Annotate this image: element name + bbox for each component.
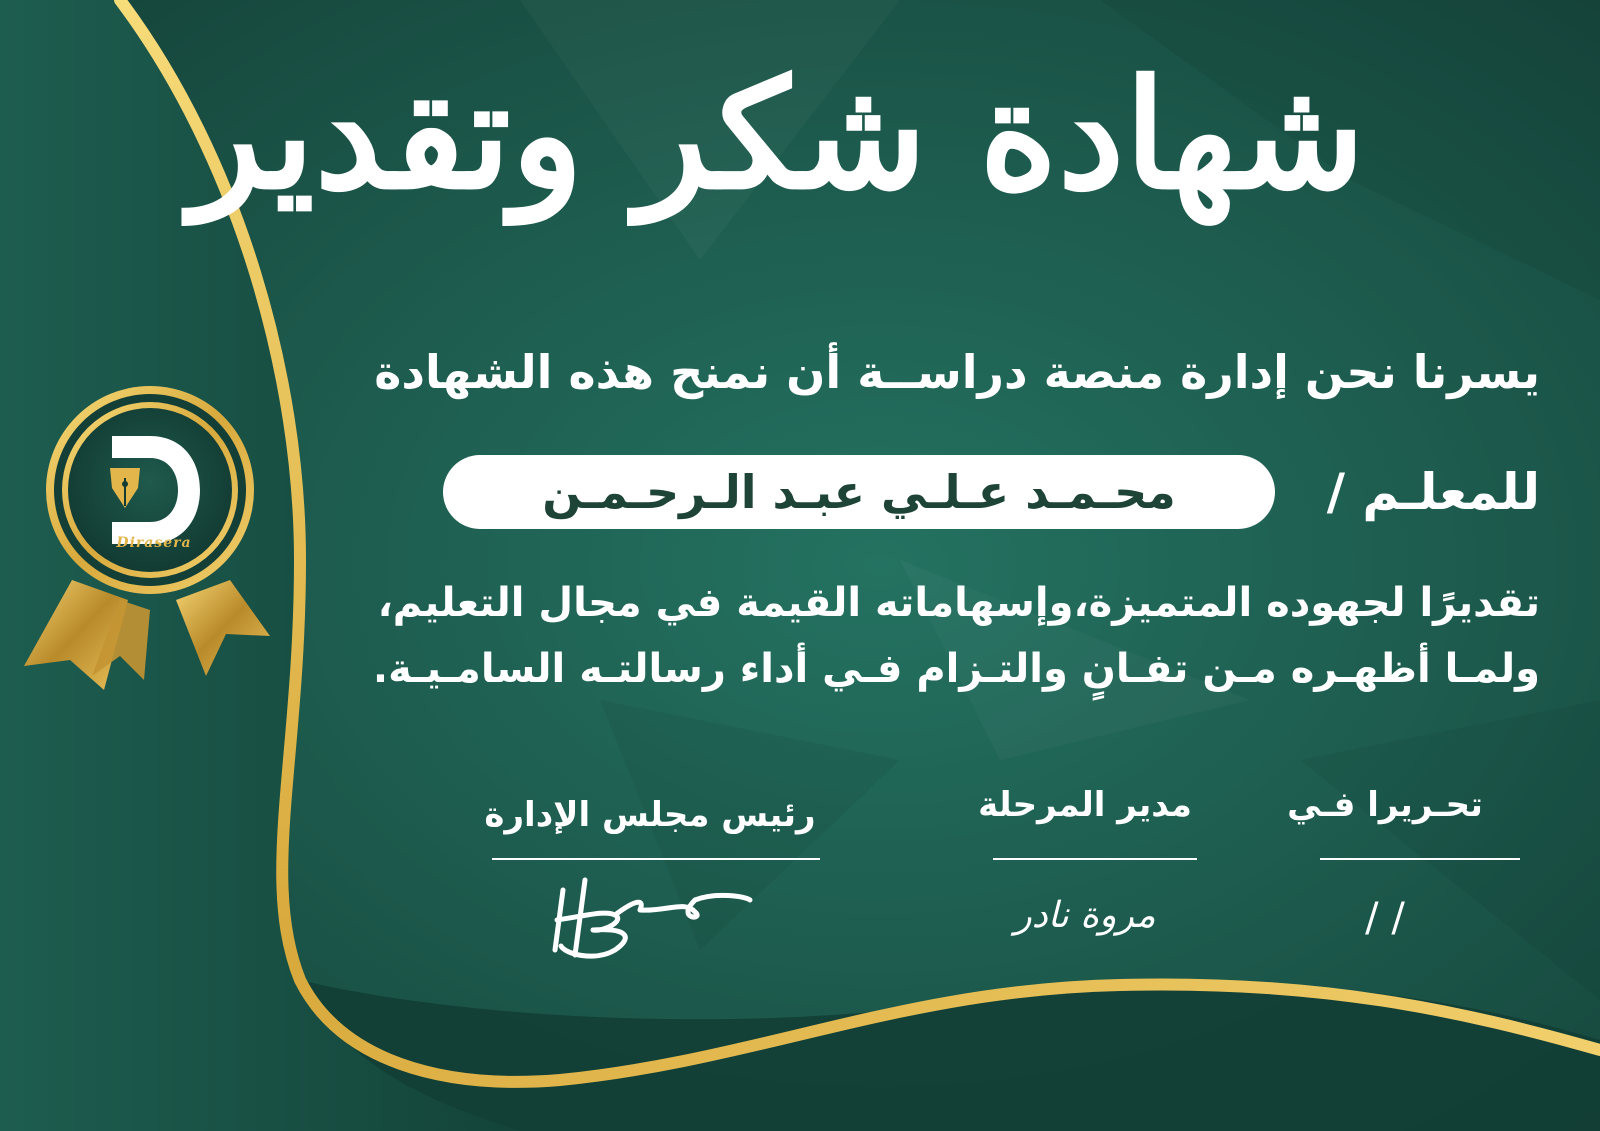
board-chair-label: رئيس مجلس الإدارة xyxy=(484,795,816,835)
board-chair-line xyxy=(492,858,820,860)
body-text-line-1: تقديرًا لجهوده المتميزة،وإسهاماته القيمة في مجال التعليم، xyxy=(377,580,1540,626)
date-line xyxy=(1320,858,1520,860)
logo-brand-text: Dirasera xyxy=(116,535,192,551)
stage-manager-signature: مروة نادر xyxy=(1014,895,1156,936)
certificate-title: شهادة شكر وتقدير xyxy=(190,47,1365,223)
stage-manager-line xyxy=(993,858,1197,860)
intro-text: يسرنا نحن إدارة منصة دراســة أن نمنح هذه الشهادة xyxy=(374,345,1540,399)
body-text-line-2: ولمـا أظهـره مـن تفـانٍ والتـزام فـي أداء رسالتـه السامـيـة. xyxy=(372,646,1540,692)
date-value: / / xyxy=(1365,895,1405,941)
board-chair-signature xyxy=(545,870,765,970)
recipient-name-box xyxy=(443,455,1275,529)
stage-manager-label: مدير المرحلة xyxy=(978,785,1192,825)
date-label: تحـريرا فـي xyxy=(1287,785,1483,825)
recipient-label: للمعلـم / xyxy=(1326,463,1540,521)
recipient-name: محـمـد عـلـي عبـد الـرحـمـن xyxy=(542,465,1176,519)
